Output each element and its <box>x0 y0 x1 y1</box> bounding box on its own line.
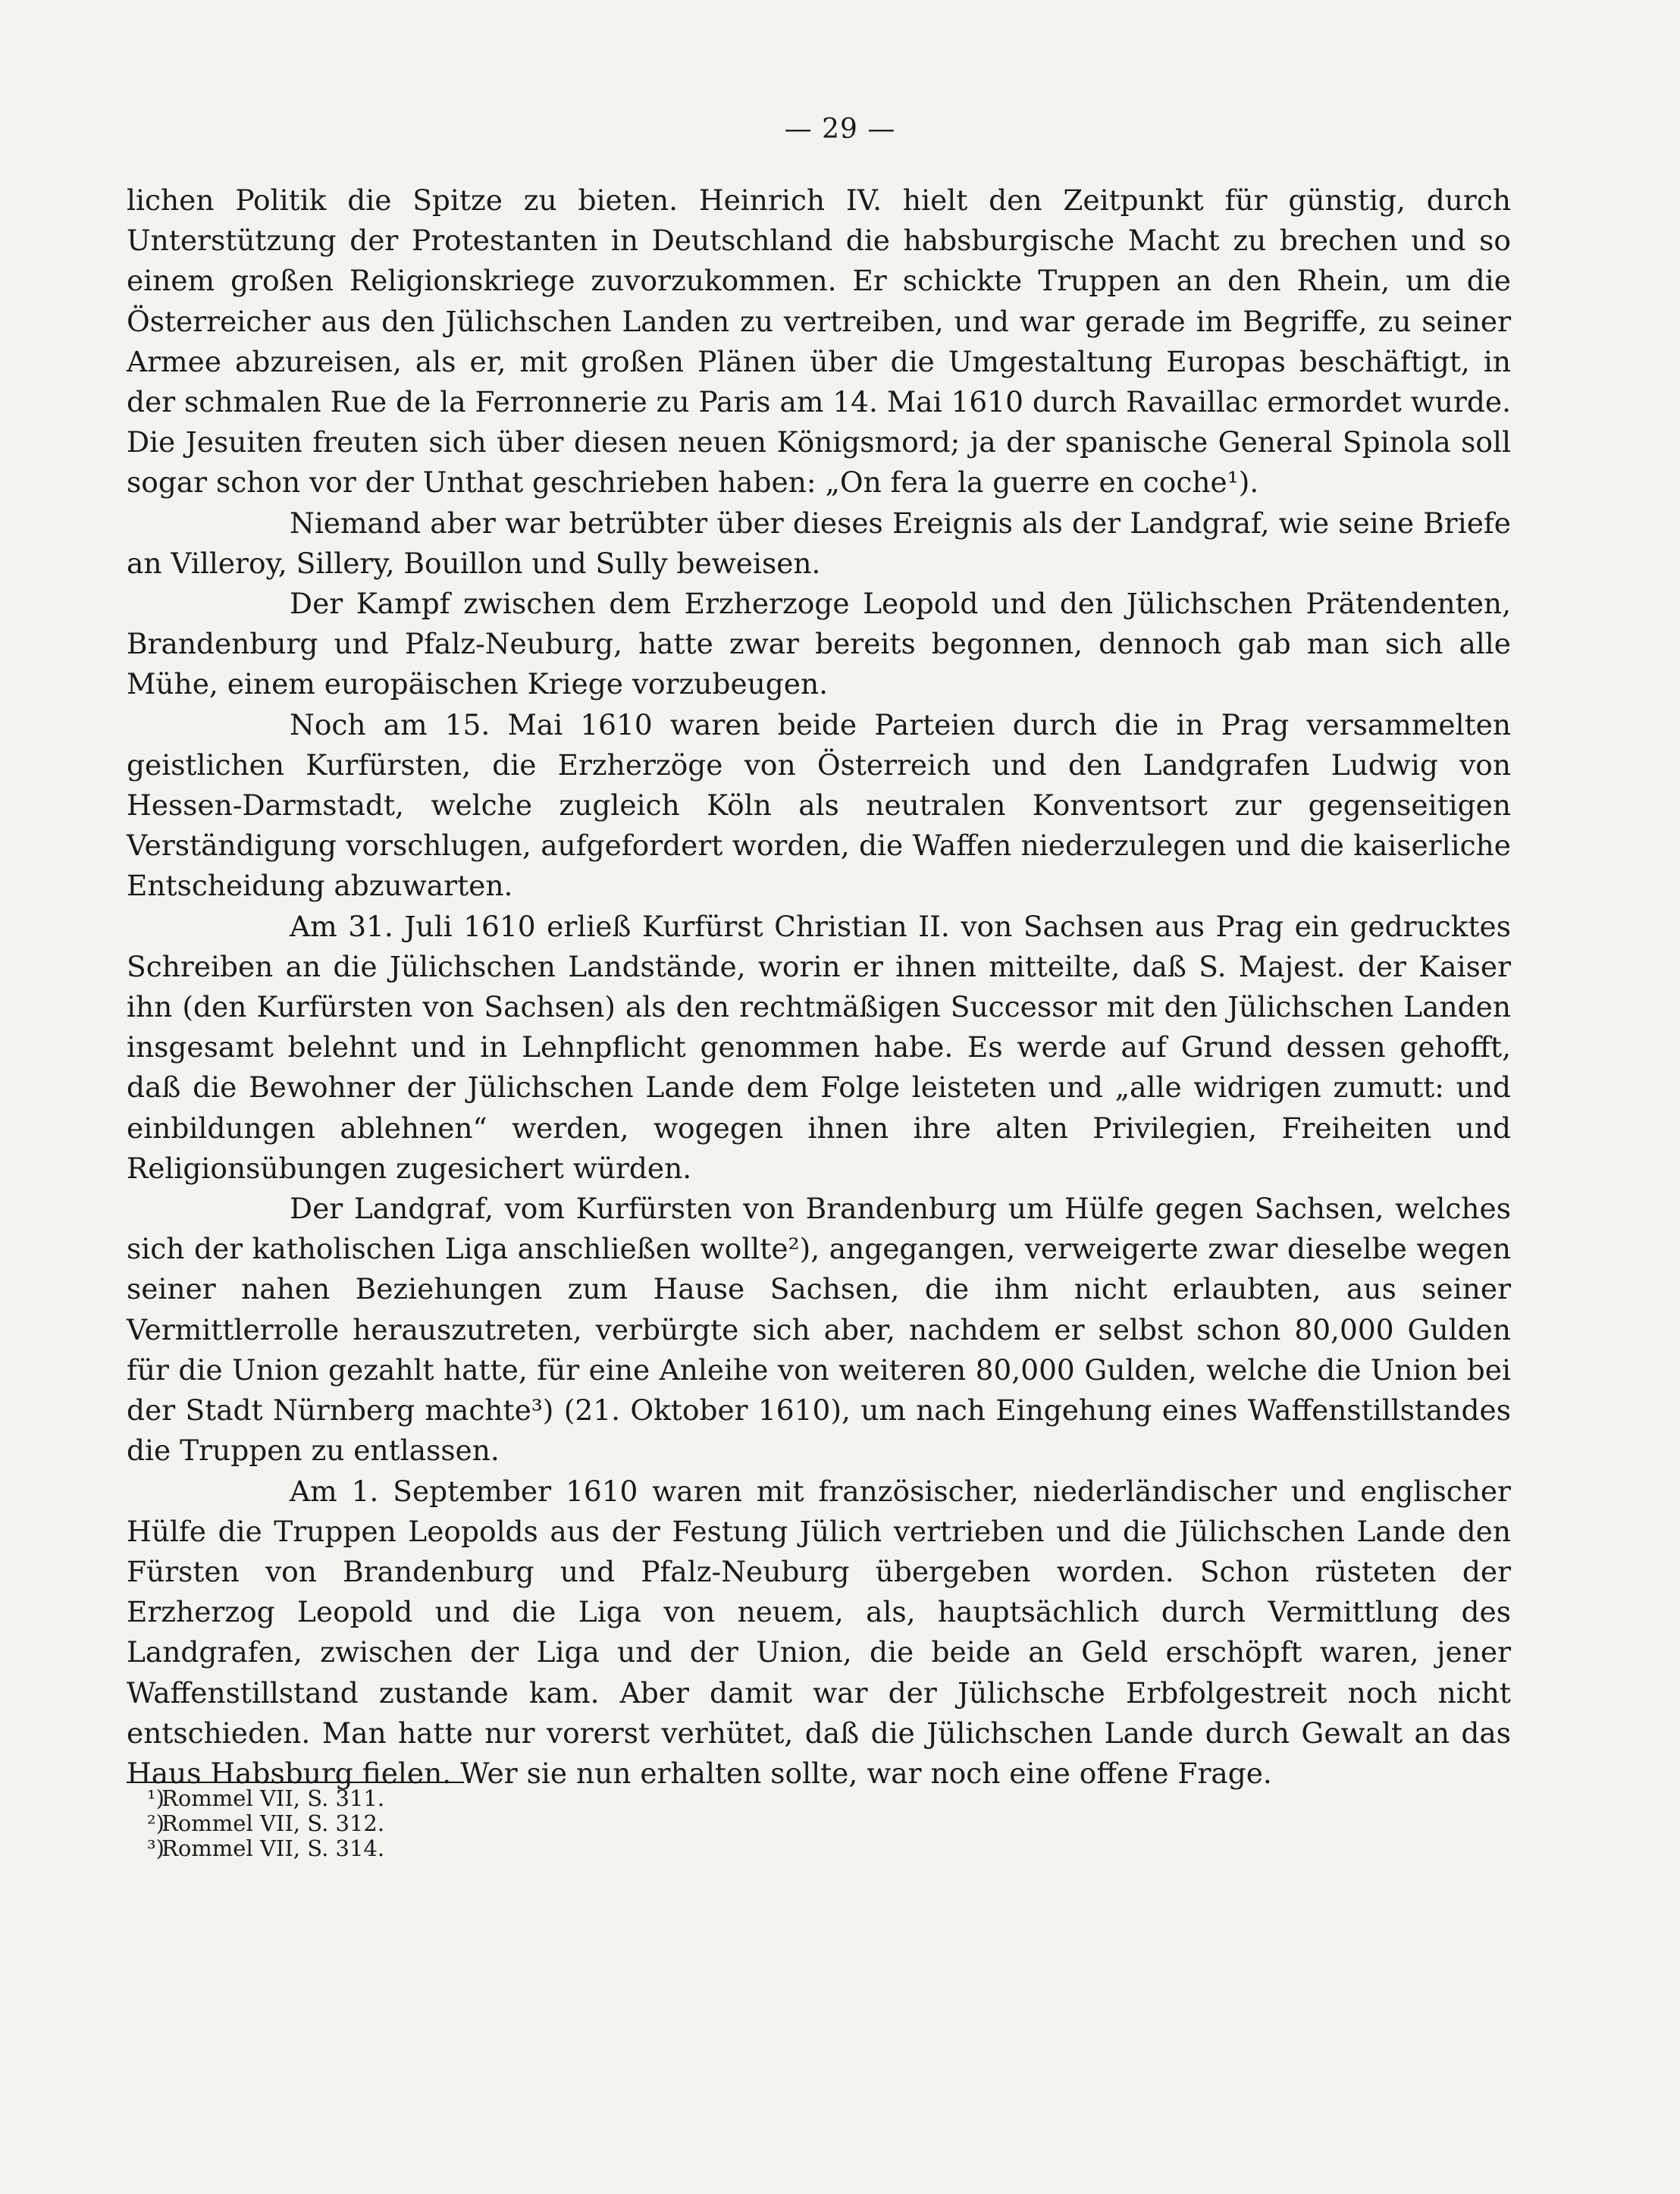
paragraph: Noch am 15. Mai 1610 waren beide Parteien durch die in Prag versammelten geistlichen Kurfürsten, die Erzherzöge von Österreich und den Landgrafen Ludwig von Hessen-Darmstadt, welche zugleich Köln als neutralen Konventsort zur gegenseitigen Verständigung vorschlugen, aufgefordert worden, die Waffen niederzulegen und die kaiserliche Entscheidung abzuwarten. <box>127 707 1511 903</box>
footnote-mark: ²) <box>147 1810 165 1836</box>
footnote-text: Rommel VII, S. 312. <box>161 1810 385 1836</box>
footnote-separator <box>127 1782 464 1783</box>
paragraph-continued: lichen Politik die Spitze zu bieten. Heinrich IV. hielt den Zeitpunkt für günstig, durch Unterstützung der Protestanten in Deutschland die habsburgische Macht zu brechen und so einem großen Religionskriege zuvorzukommen. Er schickte Truppen an den Rhein, um die Österreicher aus den Jülichschen Landen zu vertreiben, und war gerade im Begriffe, zu seiner Armee abzureisen, als er, mit großen Plänen über die Umgestaltung Europas beschäftigt, in der schmalen Rue de la Ferronnerie zu Paris am 14. Mai 1610 durch Ravaillac ermordet wurde. Die Jesuiten freuten sich über diesen neuen Königsmord; ja der spanische General Spinola soll sogar schon vor der Unthat geschrieben haben: „On fera la guerre en coche¹). <box>127 183 1511 500</box>
paragraph: Niemand aber war betrübter über dieses Ereignis als der Landgraf, wie seine Briefe an Villeroy, Sillery, Bouillon und Sully beweisen. <box>127 506 1511 580</box>
footnote-3 <box>127 1836 885 1861</box>
footnote-text: Rommel VII, S. 311. <box>161 1785 385 1811</box>
paragraph: Der Landgraf, vom Kurfürsten von Brandenburg um Hülfe gegen Sachsen, welches sich der katholischen Liga anschließen wollte²), angegangen, verweigerte zwar dieselbe wegen seiner nahen Beziehungen zum Hause Sachsen, die ihm nicht erlaubten, aus seiner Vermittlerrolle herauszutreten, verbürgte sich aber, nachdem er selbst schon 80,000 Gulden für die Union gezahlt hatte, für eine Anleihe von weiteren 80,000 Gulden, welche die Union bei der Stadt Nürnberg machte³) (21. Oktober 1610), um nach Eingehung eines Waffenstillstandes die Truppen zu entlassen. <box>127 1192 1511 1468</box>
footnote-mark: ³) <box>147 1835 165 1861</box>
page-number: — 29 — <box>784 114 896 145</box>
footnote-text: Rommel VII, S. 314. <box>161 1835 385 1861</box>
body-text <box>127 180 1511 1794</box>
footnote-mark: ¹) <box>147 1785 165 1811</box>
footnotes <box>127 1786 885 1861</box>
paragraph: Am 1. September 1610 waren mit französischer, niederländischer und englischer Hülfe die Truppen Leopolds aus der Festung Jülich vertrieben und die Jülichschen Lande den Fürsten von Brandenburg und Pfalz-Neuburg übergeben worden. Schon rüsteten der Erzherzog Leopold und die Liga von neuem, als, hauptsächlich durch Vermittlung des Landgrafen, zwischen der Liga und der Union, die beide an Geld erschöpft waren, jener Waffenstillstand zustande kam. Aber damit war der Jülichsche Erbfolgestreit noch nicht entschieden. Man hatte nur vorerst verhütet, daß die Jülichschen Lande durch Gewalt an das Haus Habsburg fielen. Wer sie nun erhalten sollte, war noch eine offene Frage. <box>127 1474 1511 1790</box>
footnote-2 <box>127 1811 885 1836</box>
paragraph: Am 31. Juli 1610 erließ Kurfürst Christian II. von Sachsen aus Prag ein gedrucktes Schreiben an die Jülichschen Landstände, worin er ihnen mitteilte, daß S. Majest. der Kaiser ihn (den Kurfürsten von Sachsen) als den rechtmäßigen Successor mit den Jülichschen Landen insgesamt belehnt und in Lehnpflicht genommen habe. Es werde auf Grund dessen gehofft, daß die Bewohner der Jülichschen Lande dem Folge leisteten und „alle widrigen zumutt: und einbildungen ablehnen“ werden, wogegen ihnen ihre alten Privilegien, Freiheiten und Religionsübungen zugesichert würden. <box>127 909 1511 1185</box>
footnote-1 <box>127 1786 885 1811</box>
paragraph: Der Kampf zwischen dem Erzherzoge Leopold und den Jülichschen Prätendenten, Brandenburg und Pfalz-Neuburg, hatte zwar bereits begonnen, dennoch gab man sich alle Mühe, einem europäischen Kriege vorzubeugen. <box>127 587 1511 701</box>
